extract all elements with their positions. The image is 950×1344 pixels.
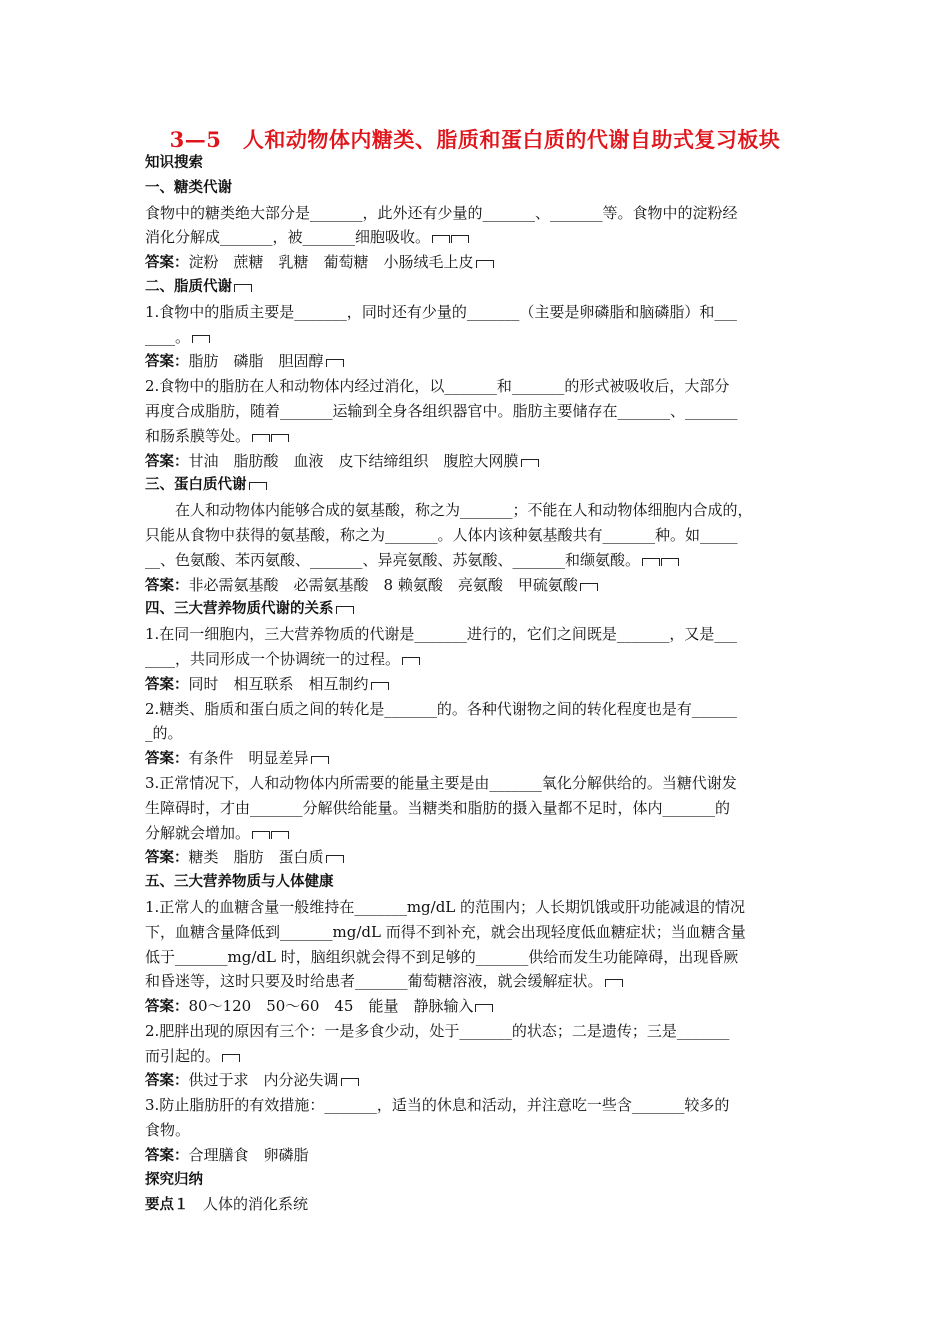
line-text: 淀粉 蔗糖 乳糖 葡萄糖 小肠绒毛上皮	[188, 253, 474, 272]
answer-line	[145, 672, 808, 697]
line-text: 80～120 50～60 45 能量 静脉输入	[188, 997, 474, 1016]
paragraph-mark-icon	[475, 1004, 493, 1012]
line-text: 在人和动物体内能够合成的氨基酸，称之为_______；不能在人和动物体细胞内合成的，	[175, 501, 753, 520]
line-text: 1.食物中的脂质主要是_______，同时还有少量的_______（主要是卵磷脂和脑磷脂）和___	[145, 302, 737, 321]
line-text: 脂肪 磷脂 胆固醇	[188, 352, 324, 371]
answer-label: 答案：	[145, 999, 189, 1016]
line-text: 分解就会增加。	[145, 823, 251, 842]
line-text: 3.正常情况下，人和动物体内所需要的能量主要是由_______氧化分解供给的。当糖代谢发	[145, 773, 737, 792]
line-text: 3.防止脂肪肝的有效措施：_______，适当的休息和活动，并注意吃一些含_______较多的	[145, 1096, 730, 1115]
text-line	[145, 920, 808, 945]
answer-label: 答案：	[145, 850, 189, 867]
answer-line	[145, 845, 808, 870]
answer-label: 答案：	[145, 676, 189, 693]
section-heading	[145, 275, 808, 300]
text-line	[145, 325, 808, 350]
answer-label: 答案：	[145, 453, 189, 470]
text-line	[145, 1044, 808, 1069]
line-text: 四、三大营养物质代谢的关系	[145, 601, 334, 618]
answer-line	[145, 746, 808, 771]
line-text: 和昏迷等，这时只要及时给患者_______葡萄糖溶液，就会缓解症状。	[145, 972, 603, 991]
text-line	[145, 697, 808, 722]
line-text: ____。	[145, 327, 191, 346]
line-text: ____，共同形成一个协调统一的过程。	[145, 649, 401, 668]
line-text: 1.在同一细胞内，三大营养物质的代谢是_______进行的，它们之间既是_______，又是___	[145, 625, 737, 644]
text-line	[145, 498, 808, 523]
line-text: 糖类 脂肪 蛋白质	[188, 848, 324, 867]
answer-label: 答案：	[145, 577, 189, 594]
section-heading	[145, 870, 808, 895]
paragraph-mark-icon	[252, 434, 270, 442]
answer-line	[145, 250, 808, 275]
paragraph-mark-icon	[642, 558, 660, 566]
line-text: _的。	[145, 724, 183, 743]
line-text: 探究归纳	[145, 1171, 203, 1188]
text-line	[145, 374, 808, 399]
line-text: 下，血糖含量降低到_______mg/dL 而得不到补充，就会出现轻度低血糖症状；当血糖含量	[145, 922, 746, 941]
text-line	[145, 300, 808, 325]
paragraph-mark-icon	[271, 831, 289, 839]
answer-line	[145, 573, 808, 598]
paragraph-mark-icon	[371, 682, 389, 690]
paragraph-mark-icon	[341, 1078, 359, 1086]
answer-label: 要点１	[145, 1197, 203, 1214]
line-text: 五、三大营养物质与人体健康	[145, 874, 334, 891]
answer-line	[145, 994, 808, 1019]
answer-label: 答案：	[145, 1073, 189, 1090]
text-line	[145, 1118, 808, 1143]
line-text: 2.糖类、脂质和蛋白质之间的转化是_______的。各种代谢物之间的转化程度也是有______	[145, 699, 737, 718]
paragraph-mark-icon	[402, 657, 420, 665]
text-line	[145, 548, 808, 573]
page-title: 3—5 人和动物体内糖类、脂质和蛋白质的代谢自助式复习板块	[169, 127, 781, 152]
text-line	[145, 945, 808, 970]
line-text: 非必需氨基酸 必需氨基酸 8 赖氨酸 亮氨酸 甲硫氨酸	[188, 575, 578, 594]
answer-line	[145, 449, 808, 474]
answer-label: 答案：	[145, 751, 189, 768]
paragraph-mark-icon	[432, 235, 450, 243]
text-line	[145, 399, 808, 424]
line-text: 消化分解成_______，被_______细胞吸收。	[145, 228, 431, 247]
line-text: 二、脂质代谢	[145, 278, 232, 295]
answer-line	[145, 1068, 808, 1093]
answer-line	[145, 349, 808, 374]
text-line	[145, 821, 808, 846]
answer-line	[145, 1143, 808, 1168]
paragraph-mark-icon	[249, 482, 267, 490]
line-text: 而引起的。	[145, 1046, 221, 1065]
paragraph-mark-icon	[521, 459, 539, 467]
paragraph-mark-icon	[252, 831, 270, 839]
section-heading	[145, 597, 808, 622]
text-line	[145, 1019, 808, 1044]
text-line	[145, 225, 808, 250]
line-text: 食物中的糖类绝大部分是_______，此外还有少量的_______、_______等。食物中的淀粉经	[145, 203, 738, 222]
text-line	[145, 201, 808, 226]
line-text: 和肠系膜等处。	[145, 426, 251, 445]
section-heading	[145, 473, 808, 498]
line-text: 只能从食物中获得的氨基酸，称之为_______。人体内该种氨基酸共有_______种。如_____	[145, 525, 738, 544]
section-heading	[145, 176, 808, 201]
line-text: 低于_______mg/dL 时，脑组织就会得不到足够的_______供给而发生功能障碍，出现昏厥	[145, 947, 739, 966]
paragraph-mark-icon	[580, 583, 598, 591]
line-text: __、色氨酸、苯丙氨酸、_______、异亮氨酸、苏氨酸、_______和缬氨酸。	[145, 550, 641, 569]
text-line	[145, 424, 808, 449]
paragraph-mark-icon	[234, 284, 252, 292]
answer-line	[145, 1192, 808, 1217]
paragraph-mark-icon	[271, 434, 289, 442]
paragraph-mark-icon	[326, 855, 344, 863]
line-text: 同时 相互联系 相互制约	[188, 674, 369, 693]
paragraph-mark-icon	[661, 558, 679, 566]
line-text: 三、蛋白质代谢	[145, 477, 247, 494]
line-text: 甘油 脂肪酸 血液 皮下结缔组织 腹腔大网膜	[188, 451, 519, 470]
answer-label: 答案：	[145, 354, 189, 371]
section-heading	[145, 1168, 808, 1193]
section-heading	[145, 151, 808, 176]
line-text: 再度合成脂肪，随着_______运输到全身各组织器官中。脂肪主要储存在_______、_______	[145, 401, 738, 420]
line-text: 知识搜索	[145, 155, 203, 171]
document-body	[145, 151, 808, 1217]
line-text: 一、糖类代谢	[145, 179, 232, 196]
paragraph-mark-icon	[192, 335, 210, 343]
paragraph-mark-icon	[311, 756, 329, 764]
text-line	[145, 969, 808, 994]
line-text: 供过于求 内分泌失调	[188, 1071, 339, 1090]
paragraph-mark-icon	[222, 1054, 240, 1062]
line-text: 合理膳食 卵磷脂	[188, 1145, 309, 1164]
text-line	[145, 796, 808, 821]
text-line	[145, 622, 808, 647]
line-text: 食物。	[145, 1121, 191, 1140]
line-text: 2.食物中的脂肪在人和动物体内经过消化，以_______和_______的形式被吸收后，大部分	[145, 377, 730, 396]
text-line	[145, 771, 808, 796]
line-text: 生障碍时，才由_______分解供给能量。当糖类和脂肪的摄入量都不足时，体内_______的	[145, 798, 731, 817]
paragraph-mark-icon	[605, 979, 623, 987]
text-line	[145, 1093, 808, 1118]
line-text: 1.正常人的血糖含量一般维持在_______mg/dL 的范围内；人长期饥饿或肝功能减退的情况	[145, 897, 746, 916]
text-line	[145, 721, 808, 746]
paragraph-mark-icon	[476, 260, 494, 268]
paragraph-mark-icon	[451, 235, 469, 243]
paragraph-mark-icon	[326, 359, 344, 367]
text-line	[145, 523, 808, 548]
line-text: 有条件 明显差异	[188, 749, 309, 768]
text-line	[145, 647, 808, 672]
paragraph-mark-icon	[336, 606, 354, 614]
line-text: 人体的消化系统	[203, 1195, 309, 1214]
text-line	[145, 895, 808, 920]
answer-label: 答案：	[145, 255, 189, 272]
answer-label: 答案：	[145, 1147, 189, 1164]
line-text: 2.肥胖出现的原因有三个：一是多食少动，处于_______的状态；二是遗传；三是_______	[145, 1021, 730, 1040]
